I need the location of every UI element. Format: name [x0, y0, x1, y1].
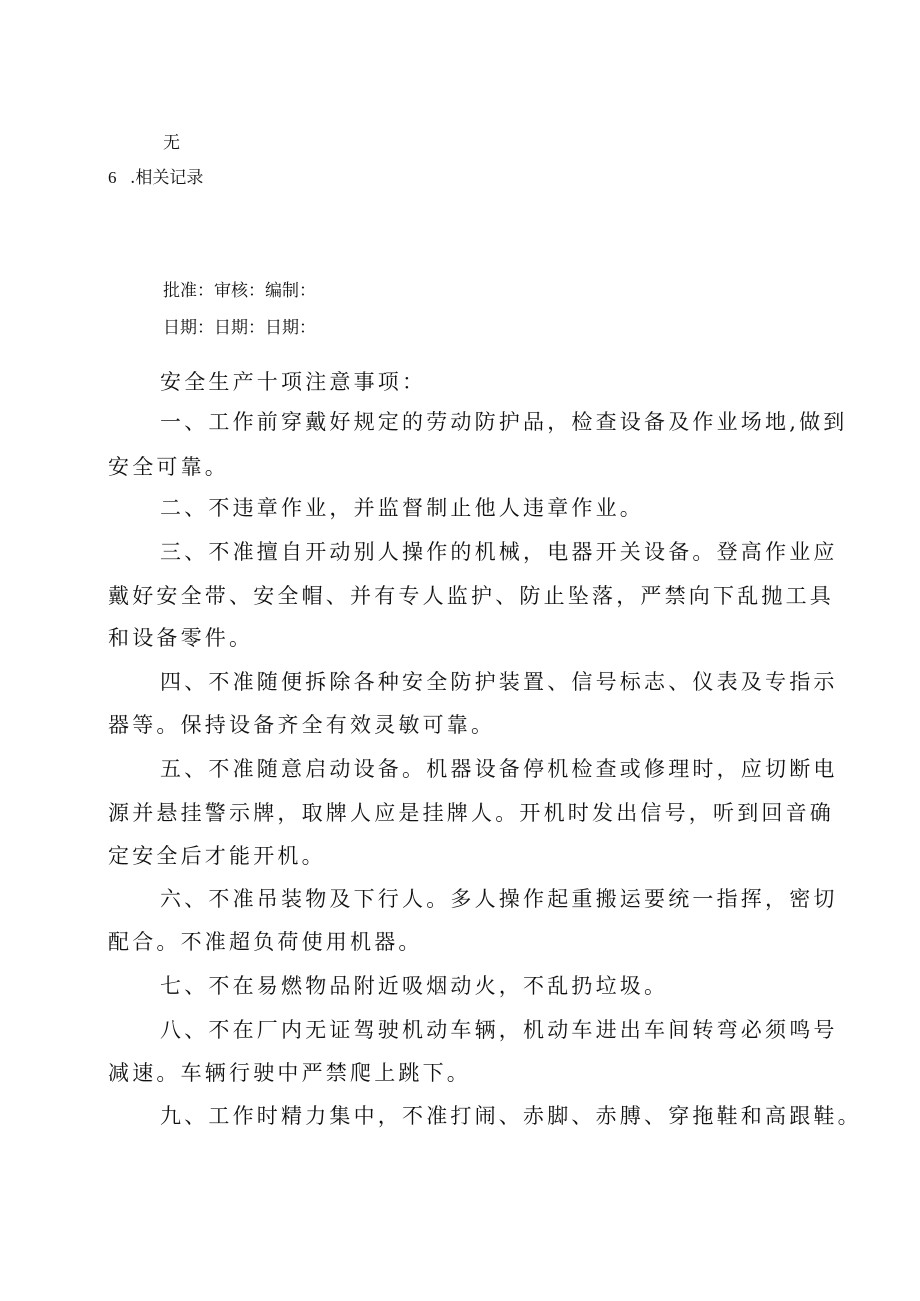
safety-title: 安全生产十项注意事项： [160, 370, 427, 394]
approval-signoff-line: 批准：审核：编制： [163, 281, 316, 301]
safety-item-7: 七、不在易燃物品附近吸烟动火，不乱扔垃圾。 [160, 974, 669, 998]
safety-item-3-line-3: 和设备零件。 [108, 626, 254, 650]
safety-item-3-line-2: 戴好安全带、安全帽、并有专人监护、防止坠落，严禁向下乱抛工具 [108, 584, 834, 608]
safety-item-1-line-2: 安全可靠。 [108, 455, 229, 479]
safety-item-6-line-1: 六、不准吊装物及下行人。多人操作起重搬运要统一指挥，密切 [160, 887, 838, 911]
safety-item-8-line-1: 八、不在厂内无证驾驶机动车辆，机动车进出车间转弯必须鸣号 [160, 1018, 838, 1042]
section-6-number: 6 [108, 168, 117, 187]
safety-item-1-line-1: 一、工作前穿戴好规定的劳动防护品，检查设备及作业场地,做到 [160, 410, 848, 434]
section-6-heading [108, 163, 203, 188]
safety-item-8-line-2: 减速。车辆行驶中严禁爬上跳下。 [108, 1061, 471, 1085]
safety-item-6-line-2: 配合。不准超负荷使用机器。 [108, 930, 423, 954]
section-6-title: .相关记录 [130, 168, 204, 188]
date-signoff-line: 日期：日期：日期： [163, 318, 316, 338]
section-5-content: 无 [163, 133, 180, 153]
safety-item-4-line-1: 四、不准随便拆除各种安全防护装置、信号标志、仪表及专指示 [160, 670, 838, 694]
safety-item-2: 二、不违章作业，并监督制止他人违章作业。 [160, 496, 644, 520]
safety-item-5-line-3: 定安全后才能开机。 [108, 844, 326, 868]
safety-item-5-line-2: 源并悬挂警示牌，取牌人应是挂牌人。开机时发出信号，听到回音确 [108, 801, 834, 825]
safety-item-5-line-1: 五、不准随意启动设备。机器设备停机检查或修理时，应切断电 [160, 757, 838, 781]
safety-item-3-line-1: 三、不准擅自开动别人操作的机械，电器开关设备。登高作业应 [160, 540, 838, 564]
safety-item-9: 九、工作时精力集中，不准打闹、赤脚、赤膊、穿拖鞋和高跟鞋。 [160, 1104, 862, 1128]
safety-item-4-line-2: 器等。保持设备齐全有效灵敏可靠。 [108, 713, 496, 737]
